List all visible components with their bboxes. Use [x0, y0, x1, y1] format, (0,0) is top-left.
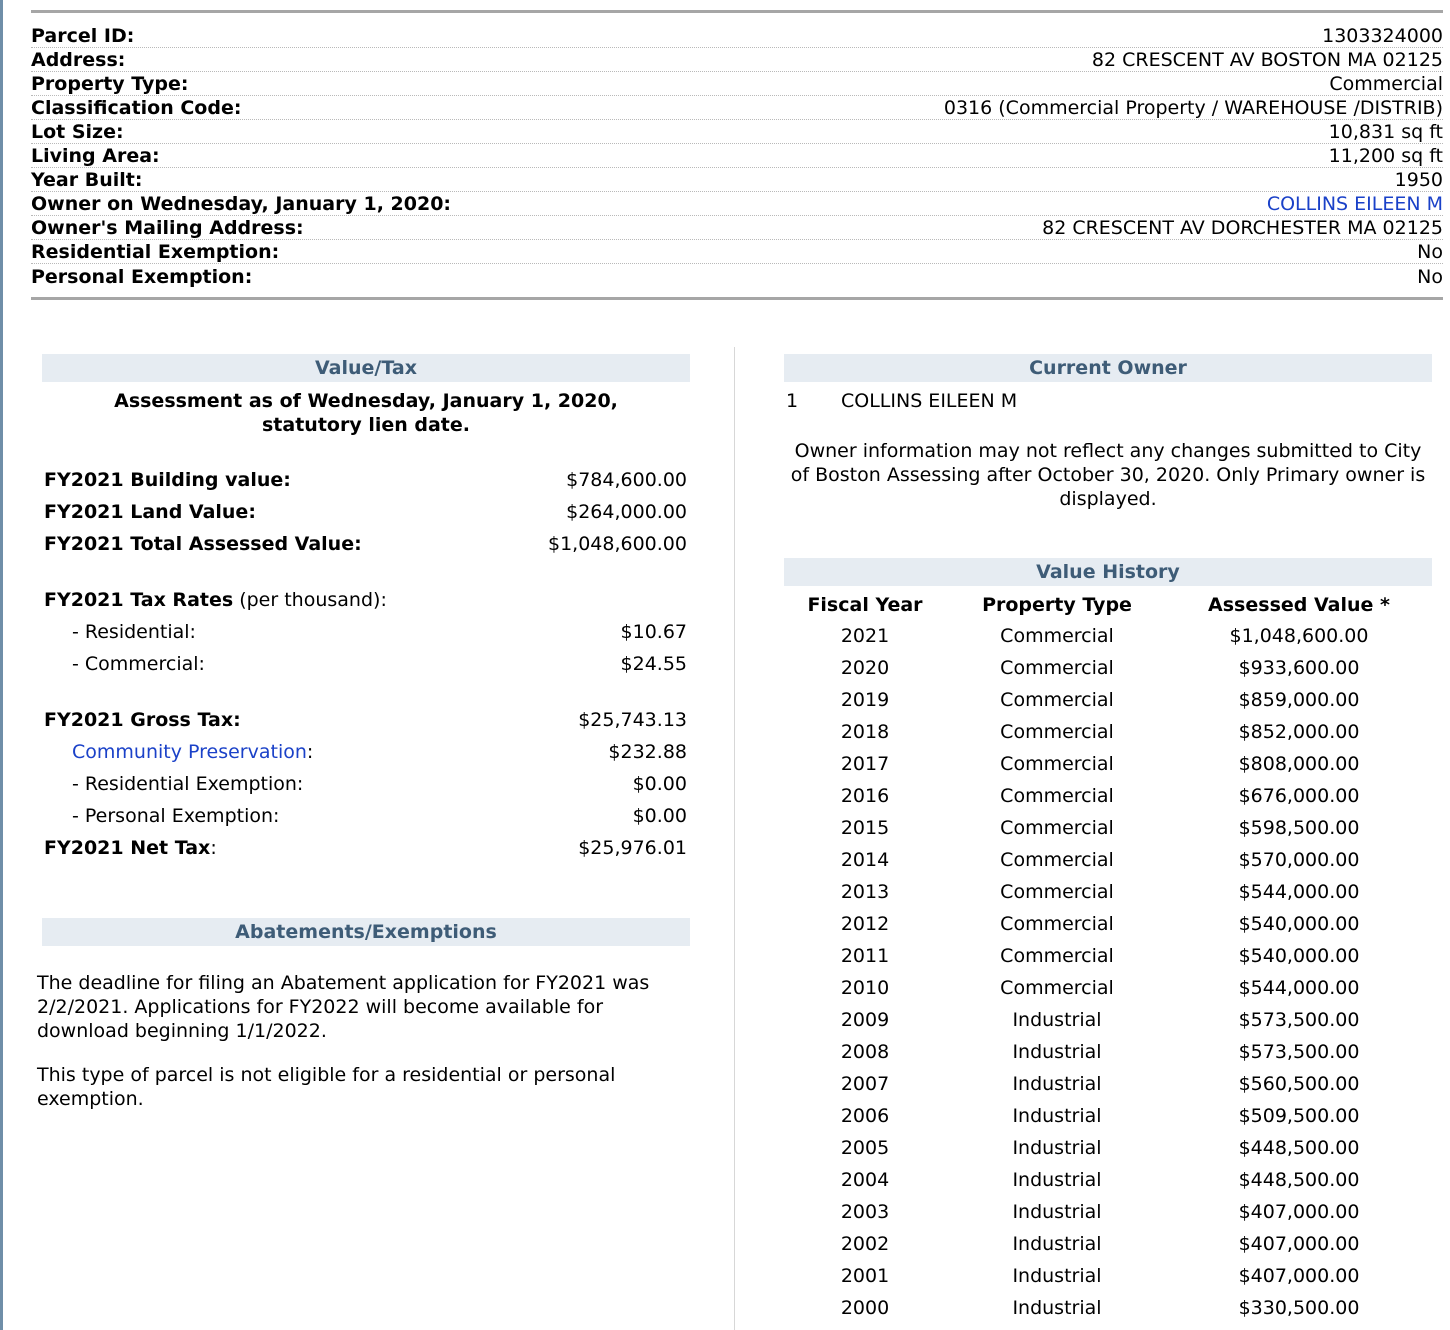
abatements-header: Abatements/Exemptions	[42, 918, 690, 946]
table-row	[784, 908, 1432, 940]
detail-row	[31, 120, 1443, 144]
fiscal-year-cell: 2019	[840, 689, 890, 711]
fiscal-year-cell: 2018	[840, 721, 890, 743]
fiscal-year-cell: 2015	[840, 817, 890, 839]
detail-row	[31, 264, 1443, 288]
property-type-cell: Commercial	[1000, 689, 1114, 711]
property-type-cell: Commercial	[1000, 721, 1114, 743]
fiscal-year-cell: 2014	[840, 849, 890, 871]
detail-row	[31, 72, 1443, 96]
property-type-cell: Industrial	[1012, 1233, 1102, 1255]
fiscal-year-cell: 2021	[840, 625, 890, 647]
table-row	[784, 1132, 1432, 1164]
residential-rate-label: - Residential:	[72, 621, 196, 643]
residential-rate-row	[44, 616, 687, 648]
property-type-cell: Commercial	[1000, 881, 1114, 903]
value-tax-header: Value/Tax	[42, 354, 690, 382]
table-row	[784, 1164, 1432, 1196]
fiscal-year-cell: 2017	[840, 753, 890, 775]
detail-row	[31, 144, 1443, 168]
gross-tax: $25,743.13	[578, 709, 687, 731]
property-type-cell: Industrial	[1012, 1009, 1102, 1031]
assessed-value-cell: $570,000.00	[1238, 849, 1360, 871]
table-row	[784, 972, 1432, 1004]
detail-value: 82 CRESCENT AV DORCHESTER MA 02125	[1042, 217, 1443, 239]
net-tax-colon: :	[210, 837, 217, 859]
fiscal-year-cell: 2005	[840, 1137, 890, 1159]
property-type-cell: Industrial	[1012, 1297, 1102, 1319]
fiscal-year-cell: 2016	[840, 785, 890, 807]
detail-row	[31, 24, 1443, 48]
fiscal-year-cell: 2000	[840, 1297, 890, 1319]
assessed-value-cell: $560,500.00	[1238, 1073, 1360, 1095]
residential-exemption-value: $0.00	[632, 773, 687, 795]
column-header-fiscal-year: Fiscal Year	[807, 594, 923, 616]
fiscal-year-cell: 2008	[840, 1041, 890, 1063]
detail-label: Personal Exemption:	[31, 266, 253, 288]
detail-label: Owner's Mailing Address:	[31, 217, 304, 239]
building-value-row	[44, 464, 687, 496]
detail-value: No	[1417, 241, 1443, 263]
assessment-note	[42, 389, 690, 437]
fiscal-year-cell: 2007	[840, 1073, 890, 1095]
net-tax-row	[44, 832, 687, 864]
assessed-value-cell: $407,000.00	[1238, 1201, 1360, 1223]
detail-label: Residential Exemption:	[31, 241, 280, 263]
detail-row	[31, 240, 1443, 264]
gross-tax-label: FY2021 Gross Tax:	[44, 709, 241, 731]
detail-label: Parcel ID:	[31, 25, 135, 47]
detail-value: 1303324000	[1322, 25, 1443, 47]
exemption-eligibility-text: This type of parcel is not eligible for a residential or personal exemption.	[37, 1064, 616, 1110]
owner-number: 1	[786, 390, 799, 412]
assessment-note-line1: Assessment as of Wednesday, January 1, 2020,	[114, 390, 618, 412]
assessed-value-cell: $598,500.00	[1238, 817, 1360, 839]
detail-label: Living Area:	[31, 145, 160, 167]
residential-rate: $10.67	[620, 621, 687, 643]
detail-label: Lot Size:	[31, 121, 124, 143]
net-tax-title: FY2021 Net Tax	[44, 837, 211, 859]
commercial-rate-row	[44, 648, 687, 680]
community-preservation-row	[44, 736, 687, 768]
table-row	[784, 1228, 1432, 1260]
assessed-value-cell: $407,000.00	[1238, 1233, 1360, 1255]
property-type-cell: Commercial	[1000, 849, 1114, 871]
table-row	[784, 876, 1432, 908]
land-value: $264,000.00	[566, 501, 687, 523]
property-type-cell: Commercial	[1000, 625, 1114, 647]
land-value-label: FY2021 Land Value:	[44, 501, 256, 523]
assessed-value-cell: $448,500.00	[1238, 1137, 1360, 1159]
fiscal-year-cell: 2012	[840, 913, 890, 935]
assessed-value-cell: $407,000.00	[1238, 1265, 1360, 1287]
table-row	[784, 652, 1432, 684]
abatement-deadline-text: The deadline for filing an Abatement application for FY2021 was 2/2/2021. Applications for FY2022 will become available for download beginning 1/1/2022.	[37, 972, 650, 1042]
community-preservation-value: $232.88	[608, 741, 687, 763]
table-row	[784, 1068, 1432, 1100]
property-type-cell: Commercial	[1000, 657, 1114, 679]
fiscal-year-cell: 2006	[840, 1105, 890, 1127]
property-type-cell: Industrial	[1012, 1041, 1102, 1063]
tax-rates-label	[44, 584, 387, 616]
table-row	[784, 812, 1432, 844]
property-type-cell: Commercial	[1000, 977, 1114, 999]
property-type-cell: Commercial	[1000, 785, 1114, 807]
total-value: $1,048,600.00	[547, 533, 687, 555]
column-header-property-type: Property Type	[982, 594, 1132, 616]
total-value-row	[44, 528, 687, 560]
tax-rates-row	[44, 584, 687, 616]
table-row	[784, 1036, 1432, 1068]
fiscal-year-cell: 2010	[840, 977, 890, 999]
community-preservation-colon: :	[306, 741, 314, 763]
detail-label: Classification Code:	[31, 97, 242, 119]
tax-rates-title: FY2021 Tax Rates	[44, 589, 234, 611]
assessed-value-cell: $573,500.00	[1238, 1009, 1360, 1031]
property-type-cell: Commercial	[1000, 913, 1114, 935]
detail-row	[31, 48, 1443, 72]
table-row	[784, 1100, 1432, 1132]
assessment-note-line2: statutory lien date.	[262, 414, 470, 436]
assessed-value-cell: $544,000.00	[1238, 977, 1360, 999]
detail-row	[31, 216, 1443, 240]
residential-exemption-row	[44, 768, 687, 800]
property-type-cell: Commercial	[1000, 945, 1114, 967]
detail-label: Owner on Wednesday, January 1, 2020:	[31, 193, 452, 215]
property-type-cell: Industrial	[1012, 1201, 1102, 1223]
owner-row	[786, 389, 1017, 413]
table-row	[784, 780, 1432, 812]
tax-rates-suffix: (per thousand):	[233, 589, 387, 611]
details-bottom-divider	[31, 297, 1443, 300]
value-history-header: Value History	[784, 558, 1432, 586]
property-type-cell: Industrial	[1012, 1169, 1102, 1191]
net-tax-value: $25,976.01	[578, 837, 687, 859]
detail-label: Year Built:	[31, 169, 143, 191]
total-value-label: FY2021 Total Assessed Value:	[44, 533, 362, 555]
column-header-assessed-value: Assessed Value *	[1208, 594, 1390, 616]
community-preservation-label	[44, 736, 313, 768]
table-row	[784, 1260, 1432, 1292]
assessed-value-cell: $933,600.00	[1238, 657, 1360, 679]
assessed-value-cell: $330,500.00	[1238, 1297, 1360, 1319]
net-tax-label	[44, 832, 217, 864]
property-type-cell: Commercial	[1000, 817, 1114, 839]
personal-exemption-label: - Personal Exemption:	[72, 805, 280, 827]
building-value-label: FY2021 Building value:	[44, 469, 291, 491]
table-row	[784, 1292, 1432, 1324]
assessed-value-cell: $573,500.00	[1238, 1041, 1360, 1063]
assessed-value-cell: $1,048,600.00	[1229, 625, 1369, 647]
detail-value: Commercial	[1329, 73, 1443, 95]
table-row	[784, 684, 1432, 716]
detail-value: 10,831 sq ft	[1328, 121, 1443, 143]
assessed-value-cell: $540,000.00	[1238, 913, 1360, 935]
detail-row	[31, 96, 1443, 120]
commercial-rate-label: - Commercial:	[72, 653, 205, 675]
detail-value: 82 CRESCENT AV BOSTON MA 02125	[1091, 49, 1443, 71]
gross-tax-row	[44, 704, 687, 736]
fiscal-year-cell: 2013	[840, 881, 890, 903]
table-row	[784, 940, 1432, 972]
table-row	[784, 716, 1432, 748]
fiscal-year-cell: 2020	[840, 657, 890, 679]
table-row	[784, 1196, 1432, 1228]
left-border	[0, 0, 3, 1330]
owner-link[interactable]: COLLINS EILEEN M	[1266, 193, 1443, 215]
owner-name: COLLINS EILEEN M	[841, 390, 1018, 412]
detail-value: 11,200 sq ft	[1328, 145, 1443, 167]
assessed-value-cell: $676,000.00	[1238, 785, 1360, 807]
detail-label: Address:	[31, 49, 126, 71]
fiscal-year-cell: 2001	[840, 1265, 890, 1287]
personal-exemption-row	[44, 800, 687, 832]
fiscal-year-cell: 2011	[840, 945, 890, 967]
assessed-value-cell: $544,000.00	[1238, 881, 1360, 903]
assessed-value-cell: $509,500.00	[1238, 1105, 1360, 1127]
assessed-value-cell: $448,500.00	[1238, 1169, 1360, 1191]
property-type-cell: Commercial	[1000, 753, 1114, 775]
fiscal-year-cell: 2004	[840, 1169, 890, 1191]
detail-value: No	[1417, 266, 1443, 288]
building-value: $784,600.00	[566, 469, 687, 491]
assessed-value-cell: $808,000.00	[1238, 753, 1360, 775]
table-row	[784, 748, 1432, 780]
fiscal-year-cell: 2009	[840, 1009, 890, 1031]
property-type-cell: Industrial	[1012, 1137, 1102, 1159]
assessed-value-cell: $852,000.00	[1238, 721, 1360, 743]
table-row	[784, 844, 1432, 876]
detail-value: 1950	[1394, 169, 1443, 191]
commercial-rate: $24.55	[620, 653, 687, 675]
owner-info-note: Owner information may not reflect any changes submitted to City of Boston Assessing after October 30, 2020. Only Primary owner is displayed.	[790, 440, 1426, 510]
property-type-cell: Industrial	[1012, 1073, 1102, 1095]
column-divider	[734, 347, 735, 1330]
residential-exemption-label: - Residential Exemption:	[72, 773, 304, 795]
land-value-row	[44, 496, 687, 528]
top-divider	[31, 10, 1443, 13]
personal-exemption-value: $0.00	[632, 805, 687, 827]
assessed-value-cell: $540,000.00	[1238, 945, 1360, 967]
fiscal-year-cell: 2003	[840, 1201, 890, 1223]
assessed-value-cell: $859,000.00	[1238, 689, 1360, 711]
property-type-cell: Industrial	[1012, 1105, 1102, 1127]
community-preservation-link[interactable]: Community Preservation	[72, 741, 307, 763]
fiscal-year-cell: 2002	[840, 1233, 890, 1255]
table-row	[784, 1004, 1432, 1036]
parcel-details	[31, 24, 1443, 288]
detail-row	[31, 192, 1443, 216]
current-owner-header: Current Owner	[784, 354, 1432, 382]
table-row	[784, 620, 1432, 652]
detail-row	[31, 168, 1443, 192]
detail-value: 0316 (Commercial Property / WAREHOUSE /DISTRIB)	[943, 97, 1443, 119]
property-type-cell: Industrial	[1012, 1265, 1102, 1287]
detail-label: Property Type:	[31, 73, 189, 95]
